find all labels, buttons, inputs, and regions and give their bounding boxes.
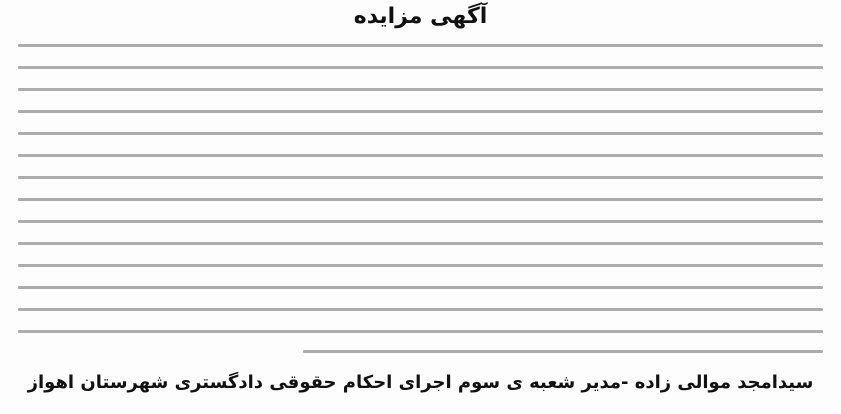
body-line [18, 308, 823, 311]
notice-title: آگهی مزایده [353, 4, 488, 29]
body-line [18, 132, 823, 135]
body-line [18, 44, 823, 47]
body-line [18, 242, 823, 245]
body-line [18, 286, 823, 289]
signature-line: سیدامجد موالی زاده -مدیر شعبه ی سوم اجرای احکام حقوقی دادگستری شهرستان اهواز [27, 372, 814, 393]
body-line [18, 330, 823, 333]
body-line [18, 198, 823, 201]
body-line [18, 220, 823, 223]
notice-body [18, 40, 823, 360]
body-line [18, 264, 823, 267]
body-line [18, 154, 823, 157]
body-line [18, 110, 823, 113]
body-line [18, 88, 823, 91]
body-line [18, 176, 823, 179]
body-line [303, 350, 823, 353]
body-line [18, 66, 823, 69]
